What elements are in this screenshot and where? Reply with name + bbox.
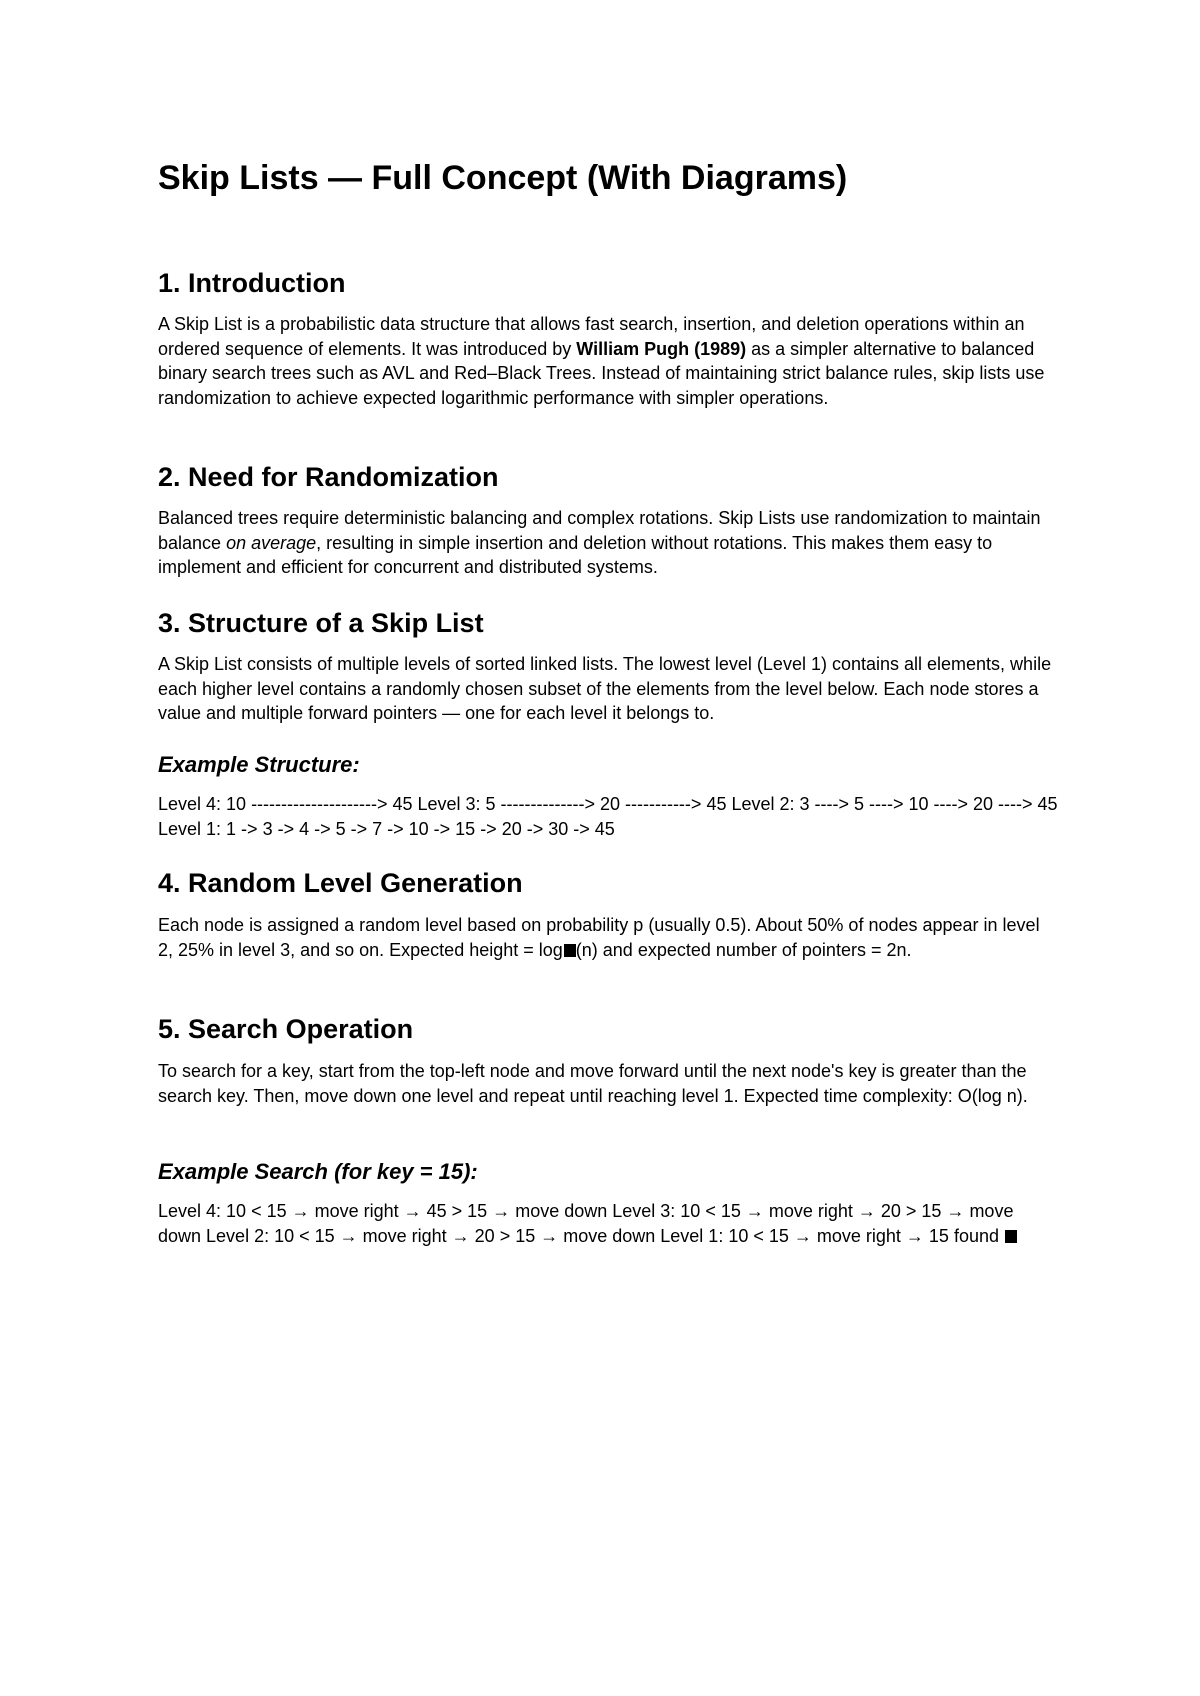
section-heading-random-level-generation: 4. Random Level Generation xyxy=(158,868,523,898)
section-heading-search-operation: 5. Search Operation xyxy=(158,1014,414,1044)
example-structure-heading: Example Structure: xyxy=(158,752,360,777)
section-body-search-operation: To search for a key, start from the top-left node and move forward until the next node's key is greater than the search key. Then, move down one level and repeat until reaching level 1. Expected time complexity: O(log n). xyxy=(158,1061,1028,1106)
randomization-text-start: Balanced trees require deterministic balancing and complex rotations. Skip Lists use randomization to maintain balance xyxy=(158,508,1041,553)
section-body-structure: A Skip List consists of multiple levels of sorted linked lists. The lowest level (Level 1) contains all elements, while each higher level contains a randomly chosen subset of the elements from the level below. Each node stores a value and multiple forward pointers — one for each level it belongs to. xyxy=(158,654,1052,723)
document-title: Skip Lists — Full Concept (With Diagrams) xyxy=(158,159,848,197)
intro-text-end: as a simpler alternative to balanced binary search trees such as AVL and Red–Black Trees. Instead of maintaining strict balance rules, skip lists use randomization to achieve expected logarithmic performance with simpler operations. xyxy=(158,338,1045,408)
section-body-need-for-randomization xyxy=(158,506,1058,580)
intro-text-start: A Skip List is a probabilistic data structure that allows fast search, insertion, and deletion operations within an ordered sequence of elements. It was introduced by xyxy=(158,314,1025,359)
example-search-heading: Example Search (for key = 15): xyxy=(158,1159,478,1184)
example-search-text: Level 4: 10 < 15 → move right → 45 > 15 → move down Level 3: 10 < 15 → move right → 20 > 15 → move down Level 2: 10 < 15 → move right → 20 > 15 → move down Level 1: 10 < 15 → move right → 15 found xyxy=(158,1201,1014,1246)
section-heading-structure: 3. Structure of a Skip List xyxy=(158,608,484,638)
randomization-italic: on average xyxy=(226,532,317,553)
missing-glyph-box-icon xyxy=(564,944,576,957)
section-heading-need-for-randomization: 2. Need for Randomization xyxy=(158,462,499,492)
section-body-random-level-generation xyxy=(158,913,1058,962)
section-body-introduction xyxy=(158,312,1058,410)
example-structure-body: Level 4: 10 ---------------------> 45 Level 3: 5 --------------> 20 -----------> 45 Level 2: 3 ----> 5 ----> 10 ----> 20 ----> 45 Level 1: 1 -> 3 -> 4 -> 5 -> 7 -> 10 -> 15 -> 20 -> 30 -> 45 xyxy=(158,794,1058,839)
level-generation-text-end: (n) and expected number of pointers = 2n. xyxy=(575,939,912,960)
randomization-text-end: , resulting in simple insertion and deletion without rotations. This makes them easy to implement and efficient for concurrent and distributed systems. xyxy=(158,532,993,577)
section-heading-introduction: 1. Introduction xyxy=(158,268,346,298)
level-generation-text-start: Each node is assigned a random level based on probability p (usually 0.5). About 50% of nodes appear in level 2, 25% in level 3, and so on. Expected height = log xyxy=(158,915,1040,960)
intro-author-bold: William Pugh (1989) xyxy=(576,338,747,359)
missing-glyph-box-icon xyxy=(1005,1230,1017,1243)
example-search-body xyxy=(158,1199,1058,1248)
